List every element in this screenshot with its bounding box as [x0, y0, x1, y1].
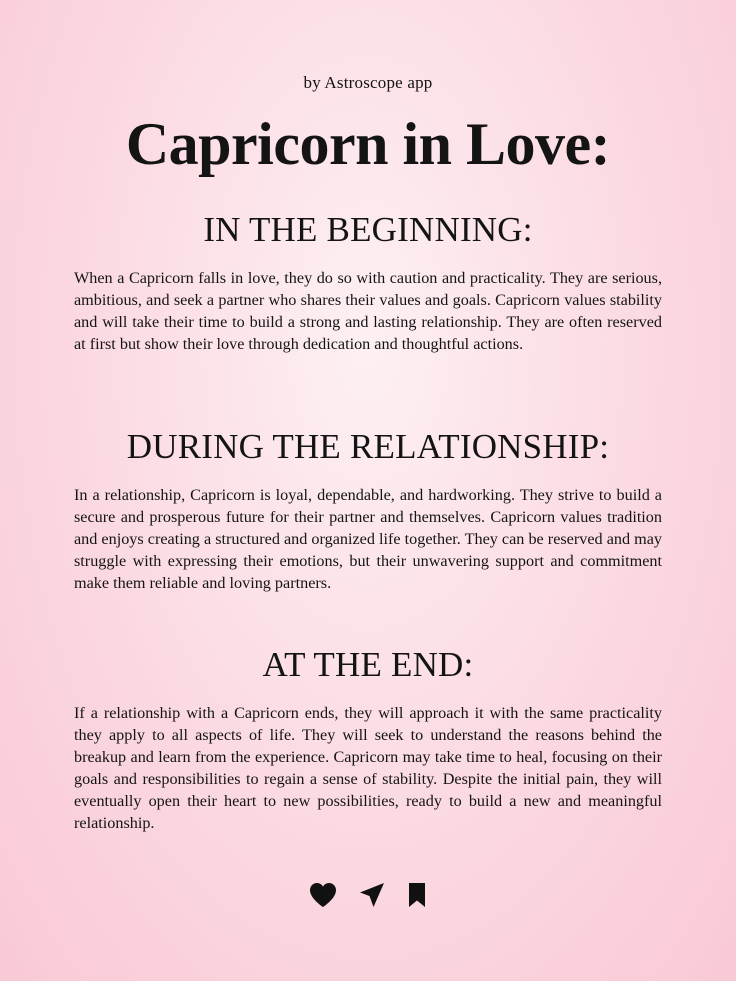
section-heading-beginning: IN THE BEGINNING:	[203, 210, 533, 249]
bookmark-icon[interactable]	[407, 882, 427, 908]
section-body-beginning: When a Capricorn falls in love, they do so with caution and practicality. They are serious, ambitious, and seek a partner who shares their values and goals. Capricorn values stability and will take their time to build a strong and lasting relationship. They are often reserved at first but show their love through dedication and thoughtful actions.	[74, 269, 662, 353]
byline: by Astroscope app	[303, 73, 433, 92]
section-body-end: If a relationship with a Capricorn ends, they will approach it with the same practicality they apply to all aspects of life. They will seek to understand the reasons behind the breakup and learn from the experience. Capricorn may take time to heal, focusing on their goals and responsibilities to regain a sense of stability. Despite the initial pain, they will eventually open their heart to new possibilities, ready to build a new and meaningful relationship.	[74, 704, 662, 832]
action-bar	[0, 882, 736, 908]
heart-icon[interactable]	[309, 882, 337, 908]
section-heading-end: AT THE END:	[262, 645, 474, 684]
send-icon[interactable]	[359, 882, 385, 908]
section-heading-relationship: DURING THE RELATIONSHIP:	[126, 427, 610, 466]
section-body-relationship: In a relationship, Capricorn is loyal, dependable, and hardworking. They strive to build a secure and prosperous future for their partner and themselves. Capricorn values tradition and enjoys creating a structured and organized life together. They can be reserved and may struggle with expressing their emotions, but their unwavering support and commitment make them reliable and loving partners.	[74, 486, 662, 592]
page-title: Capricorn in Love:	[125, 111, 611, 177]
